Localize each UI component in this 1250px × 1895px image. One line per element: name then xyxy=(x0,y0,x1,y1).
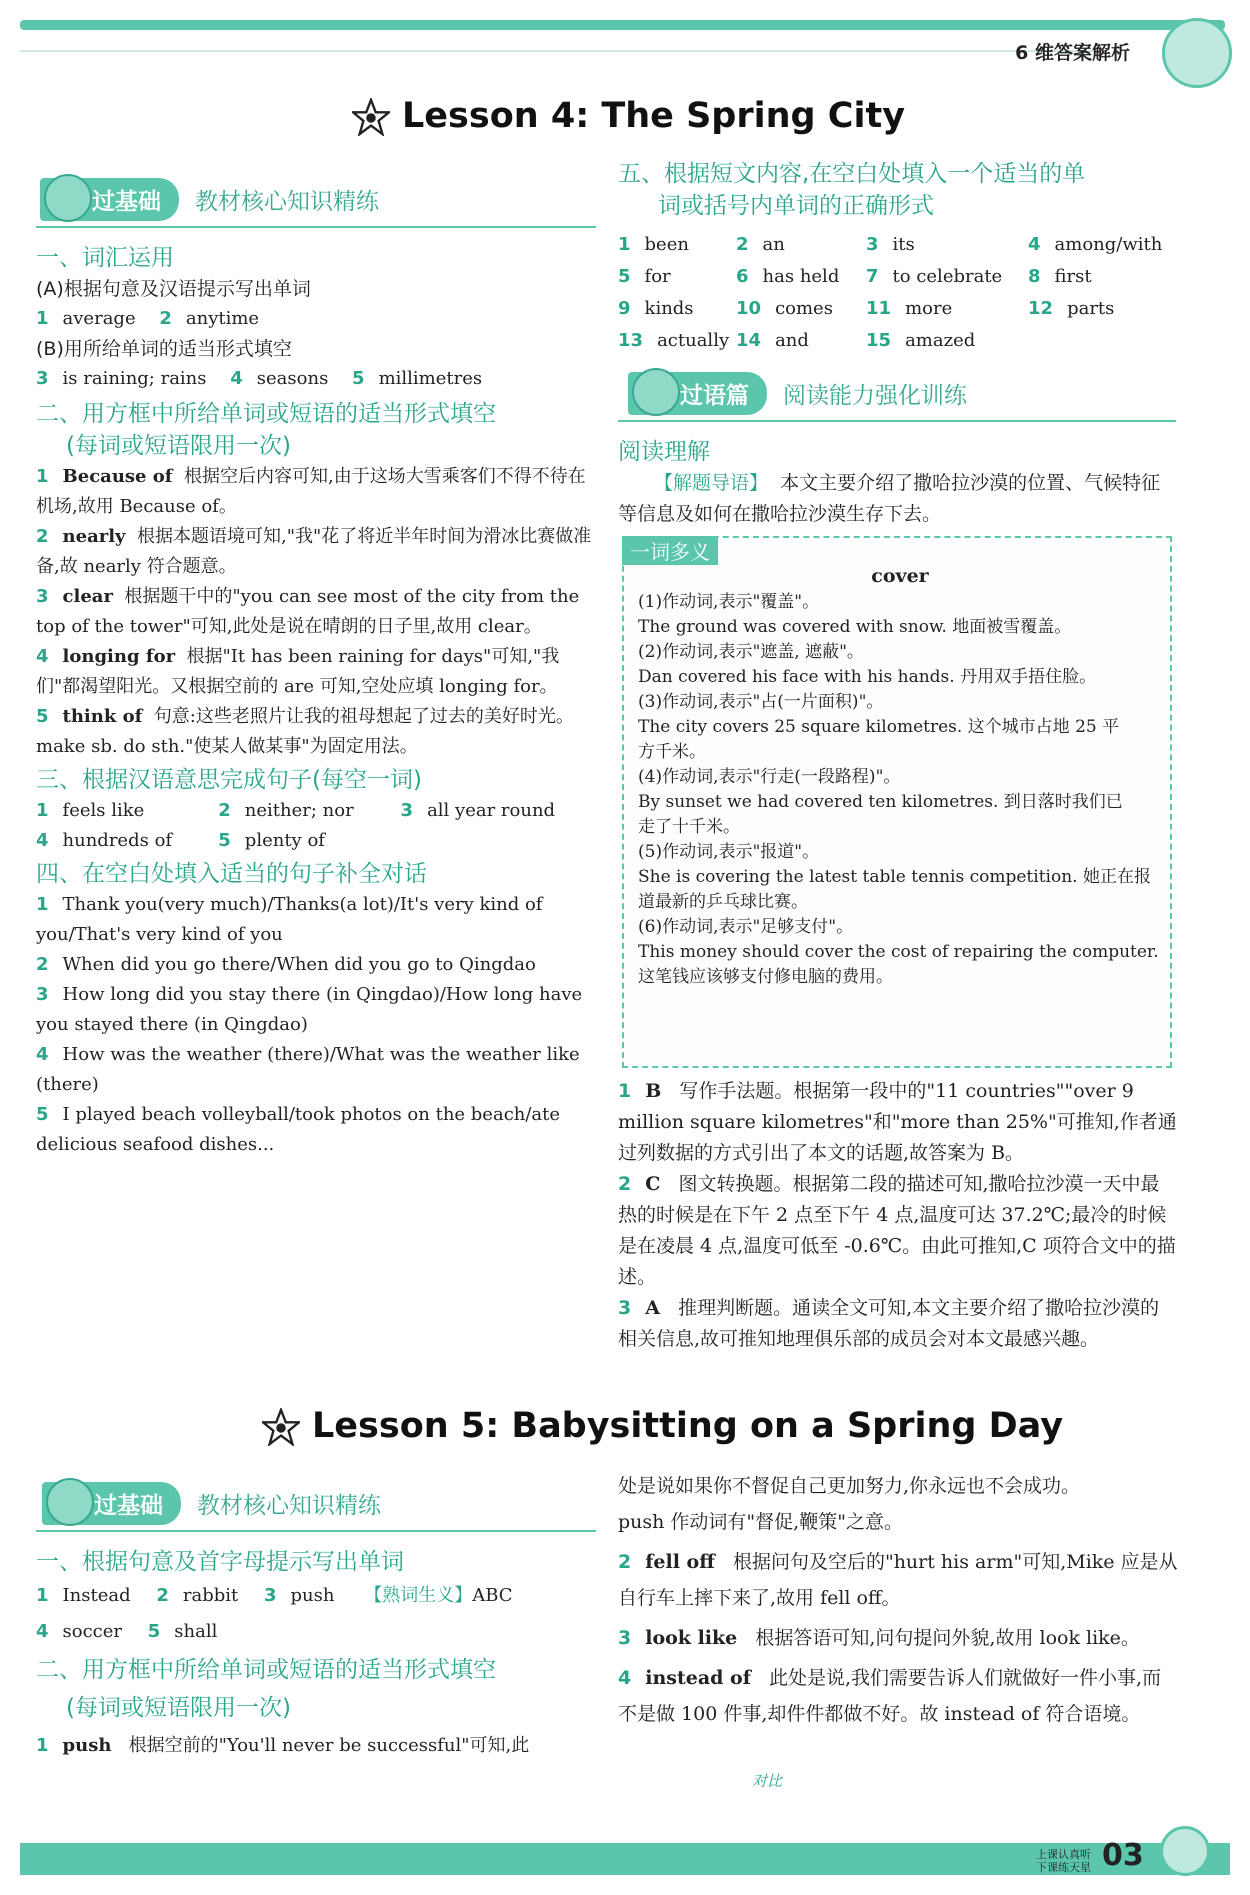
item-number: 5 xyxy=(36,706,49,727)
footer-mascot-icon xyxy=(1160,1826,1210,1876)
l5-part2-heading2: (每词或短语限用一次) xyxy=(66,1695,291,1721)
part1-b-answers xyxy=(36,364,601,394)
item-text: 根据空后内容可知,由于这场大雪乘客们不得不待在机场,故用 Because of。 xyxy=(36,466,586,517)
slogan-line: 上课认真听 xyxy=(1036,1848,1091,1861)
answer-number: 3 xyxy=(400,800,414,821)
polysemy-line: The ground was covered with snow. 地面被雪覆盖。 xyxy=(638,617,1072,637)
polysemy-line: 走了十千米。 xyxy=(638,817,740,837)
part4-item xyxy=(36,890,601,950)
item-number: 3 xyxy=(36,984,49,1005)
answer: plenty of xyxy=(244,830,325,851)
answer-number: 5 xyxy=(218,830,231,851)
item-text: I played beach volleyball/took photos on the beach/ate delicious seafood dishes... xyxy=(36,1104,561,1155)
item-text: 根据题干中的"you can see most of the city from the top of the tower"可知,此处是说在晴朗的日子里,故用 clear。 xyxy=(36,586,580,637)
header-label: 6 维答案解析 xyxy=(1015,42,1130,64)
answer-number: 1 xyxy=(618,234,631,255)
lesson5-left-column xyxy=(36,1546,601,1764)
l5-part1-heading: 一、根据句意及首字母提示写出单词 xyxy=(36,1549,404,1575)
answer-number: 3 xyxy=(264,1585,277,1606)
polysemy-line: (4)作动词,表示"行走(一段路程)"。 xyxy=(638,767,901,787)
answer-number: 5 xyxy=(147,1621,161,1642)
item-key: think of xyxy=(62,706,143,727)
answer: and xyxy=(775,330,809,351)
badge-sub-label: 教材核心知识精练 xyxy=(195,189,379,215)
part2-item xyxy=(36,702,601,762)
polysemy-line: (1)作动词,表示"覆盖"。 xyxy=(638,592,820,612)
item-key: instead of xyxy=(645,1667,751,1689)
answer: among/with xyxy=(1054,234,1163,255)
polysemy-line: 方千米。 xyxy=(638,742,706,762)
lesson4-title-row xyxy=(352,96,905,136)
part2-item xyxy=(36,462,601,522)
section-divider xyxy=(36,1530,596,1532)
item-key: B xyxy=(645,1080,662,1102)
lesson5-title: Lesson 5: Babysitting on a Spring Day xyxy=(312,1406,1064,1446)
item-text: Thank you(very much)/Thanks(a lot)/It's very kind of you/That's very kind of you xyxy=(36,894,543,945)
answer: an xyxy=(762,234,785,255)
polysemy-line: (2)作动词,表示"遮盖, 遮蔽"。 xyxy=(638,642,864,662)
answer: parts xyxy=(1067,298,1115,319)
answer-number: 11 xyxy=(866,298,892,319)
l5-item1-continued-2: push 作动词有"督促,鞭策"之意。 xyxy=(618,1511,903,1533)
item-text: How was the weather (there)/What was the weather like (there) xyxy=(36,1044,580,1095)
badge-mascot-icon xyxy=(44,174,92,222)
answer: rabbit xyxy=(182,1585,239,1606)
answer: more xyxy=(905,298,953,319)
item-key: fell off xyxy=(645,1551,715,1573)
polysemy-line: The city covers 25 square kilometres. 这个城市占地 25 平 xyxy=(638,717,1120,737)
item-number: 3 xyxy=(36,586,49,607)
item-text: 根据本题语境可知,"我"花了将近半年时间为滑冰比赛做准备,故 nearly 符合题意。 xyxy=(36,526,592,577)
answer-number: 2 xyxy=(218,800,231,821)
part5-answers-grid xyxy=(618,230,1178,360)
item-key: nearly xyxy=(62,526,126,547)
answer: has held xyxy=(762,266,840,287)
polysemy-line: (6)作动词,表示"足够支付"。 xyxy=(638,917,854,937)
lesson5-section-badge xyxy=(42,1482,381,1522)
l5-part2-item1 xyxy=(36,1728,601,1764)
item-key: push xyxy=(62,1735,112,1756)
l5-part1-row1 xyxy=(36,1578,601,1614)
page-number: 03 xyxy=(1102,1838,1144,1873)
item-number: 3 xyxy=(618,1297,632,1319)
part1-sub-a: (A)根据句意及汉语提示写出单词 xyxy=(36,278,311,300)
l5-part2-item xyxy=(618,1660,1178,1732)
l5-part2-item xyxy=(618,1544,1178,1616)
badge-main-label: 过基础 xyxy=(40,178,179,221)
polysemy-box-title: 一词多义 xyxy=(622,536,718,565)
answer-number: 1 xyxy=(36,1585,49,1606)
part5-heading2: 词或括号内单词的正确形式 xyxy=(658,193,934,219)
part4-item xyxy=(36,1100,601,1160)
reading-guide xyxy=(618,468,1178,530)
answer-number: 4 xyxy=(36,830,49,851)
l5-item1-continued-1: 处是说如果你不督促自己更加努力,你永远也不会成功。 xyxy=(618,1475,1081,1497)
note-label: 【熟词生义】 xyxy=(364,1585,473,1606)
part1-heading: 一、词汇运用 xyxy=(36,245,174,271)
guide-label: 【解题导语】 xyxy=(654,472,769,494)
answer-number: 3 xyxy=(36,368,49,389)
item-text: How long did you stay there (in Qingdao)/How long have you stayed there (in Qingdao) xyxy=(36,984,583,1035)
badge-mascot-icon xyxy=(46,1478,94,1526)
slogan-line: 下课练天星 xyxy=(1036,1861,1091,1874)
answer-number: 2 xyxy=(156,1585,169,1606)
part4-item xyxy=(36,980,601,1040)
lesson4-left-column xyxy=(36,242,601,1160)
top-border xyxy=(20,20,1225,30)
section-divider xyxy=(36,226,596,228)
l5-part2-item xyxy=(618,1620,1178,1656)
answer-number: 12 xyxy=(1028,298,1054,319)
item-key: Because of xyxy=(62,466,173,487)
answer: for xyxy=(644,266,671,287)
reading-heading: 阅读理解 xyxy=(618,439,710,465)
answer-number: 2 xyxy=(159,308,172,329)
part3-heading: 三、根据汉语意思完成句子(每空一词) xyxy=(36,767,422,793)
item-number: 4 xyxy=(618,1667,632,1689)
star-icon xyxy=(262,1408,300,1446)
polysemy-box xyxy=(622,536,1172,1068)
part2-heading: 二、用方框中所给单词或短语的适当形式填空 xyxy=(36,401,496,427)
item-text: 根据空前的"You'll never be successful"可知,此 xyxy=(128,1735,530,1756)
reading-item xyxy=(618,1293,1178,1355)
polysemy-content xyxy=(638,562,1162,990)
handwritten-note: 对比 xyxy=(752,1772,783,1790)
answer: all year round xyxy=(427,800,556,821)
polysemy-word: cover xyxy=(871,565,929,587)
answer: been xyxy=(644,234,689,255)
answer: its xyxy=(892,234,915,255)
item-text: When did you go there/When did you go to Qingdao xyxy=(62,954,536,975)
answer: amazed xyxy=(905,330,976,351)
part4-item xyxy=(36,1040,601,1100)
lesson4-section-badge xyxy=(40,178,379,218)
answer-number: 13 xyxy=(618,330,644,351)
answer: Instead xyxy=(62,1585,131,1606)
top-border-line xyxy=(20,50,1100,52)
star-icon xyxy=(352,98,390,136)
part2-heading2: (每词或短语限用一次) xyxy=(66,433,291,459)
item-number: 2 xyxy=(618,1551,632,1573)
badge-sub-label: 教材核心知识精练 xyxy=(197,1493,381,1519)
answer-number: 1 xyxy=(36,308,49,329)
answer-number: 3 xyxy=(866,234,879,255)
answer-number: 8 xyxy=(1028,266,1041,287)
reading-intro xyxy=(618,436,1178,530)
polysemy-line: This money should cover the cost of repairing the computer. xyxy=(638,942,1159,962)
part2-item xyxy=(36,582,601,642)
answer-number: 2 xyxy=(736,234,749,255)
lesson4-title: Lesson 4: The Spring City xyxy=(402,96,906,136)
part5-heading: 五、根据短文内容,在空白处填入一个适当的单 xyxy=(618,161,1086,187)
note-text: ABC xyxy=(472,1585,513,1606)
polysemy-line: (3)作动词,表示"占(一片面积)"。 xyxy=(638,692,884,712)
answer: anytime xyxy=(185,308,260,329)
answer: first xyxy=(1054,266,1092,287)
item-number: 1 xyxy=(36,894,49,915)
part3-answers-row1 xyxy=(36,796,601,826)
item-text: 根据问句及空后的"hurt his arm"可知,Mike 应是从自行车上摔下来了,故用 fell off。 xyxy=(618,1551,1178,1609)
answer-number: 6 xyxy=(736,266,749,287)
item-text: 推理判断题。通读全文可知,本文主要介绍了撒哈拉沙漠的相关信息,故可推知地理俱乐部的成员会对本文最感兴趣。 xyxy=(618,1297,1160,1350)
l5-part2-heading: 二、用方框中所给单词或短语的适当形式填空 xyxy=(36,1657,496,1683)
reading-item xyxy=(618,1169,1178,1293)
item-key: clear xyxy=(62,586,113,607)
answer-number: 14 xyxy=(736,330,762,351)
badge-main-label: 过基础 xyxy=(42,1482,181,1525)
part4-heading: 四、在空白处填入适当的句子补全对话 xyxy=(36,861,427,887)
item-key: look like xyxy=(645,1627,738,1649)
item-number: 2 xyxy=(618,1173,632,1195)
polysemy-line: Dan covered his face with his hands. 丹用双手捂住脸。 xyxy=(638,667,1097,687)
answer-number: 1 xyxy=(36,800,49,821)
answer: millimetres xyxy=(378,368,483,389)
item-number: 5 xyxy=(36,1104,49,1125)
part4-item xyxy=(36,950,601,980)
answer: seasons xyxy=(256,368,329,389)
part2-item xyxy=(36,642,601,702)
answer-number: 5 xyxy=(352,368,365,389)
answer-number: 5 xyxy=(618,266,631,287)
polysemy-lines xyxy=(638,590,1162,990)
item-number: 3 xyxy=(618,1627,632,1649)
reading-section-badge xyxy=(628,372,967,412)
badge-mascot-icon xyxy=(632,368,680,416)
answer-number: 10 xyxy=(736,298,762,319)
guide-text: 本文主要介绍了撒哈拉沙漠的位置、气候特征等信息及如何在撒哈拉沙漠生存下去。 xyxy=(618,472,1161,525)
item-number: 1 xyxy=(36,1735,49,1756)
badge-main-label: 过语篇 xyxy=(628,372,767,415)
item-text: 句意:这些老照片让我的祖母想起了过去的美好时光。make sb. do sth."使某人做某事"为固定用法。 xyxy=(36,706,574,757)
answer-number: 7 xyxy=(866,266,879,287)
item-text: 此处是说,我们需要告诉人们就做好一件小事,而不是做 100 件事,却件件都做不好。故 instead of 符合语境。 xyxy=(618,1667,1162,1725)
reading-item xyxy=(618,1076,1178,1169)
answer-number: 4 xyxy=(230,368,243,389)
mascot-icon xyxy=(1162,18,1232,88)
item-number: 1 xyxy=(618,1080,632,1102)
answer: soccer xyxy=(62,1621,123,1642)
lesson5-right-column xyxy=(618,1468,1178,1732)
l5-part1-row2 xyxy=(36,1614,601,1650)
answer: to celebrate xyxy=(892,266,1003,287)
answer: actually xyxy=(657,330,730,351)
answer: neither; nor xyxy=(244,800,354,821)
item-key: longing for xyxy=(62,646,176,667)
part1-a-answers xyxy=(36,304,601,334)
item-text: 根据答语可知,问句提问外貌,故用 look like。 xyxy=(755,1627,1140,1649)
item-number: 2 xyxy=(36,526,49,547)
section-divider xyxy=(618,420,1176,422)
polysemy-line: 道最新的乒乓球比赛。 xyxy=(638,892,808,912)
polysemy-line: (5)作动词,表示"报道"。 xyxy=(638,842,820,862)
answer: kinds xyxy=(644,298,694,319)
item-text: 根据"It has been raining for days"可知,"我们"都渴望阳光。又根据空前的 are 可知,空处应填 longing for。 xyxy=(36,646,560,697)
answer-number: 15 xyxy=(866,330,892,351)
polysemy-line: 这笔钱应该够支付修电脑的费用。 xyxy=(638,967,893,987)
polysemy-line: She is covering the latest table tennis competition. 她正在报 xyxy=(638,867,1151,887)
item-key: C xyxy=(645,1173,661,1195)
part2-item xyxy=(36,522,601,582)
answer: shall xyxy=(174,1621,218,1642)
part1-sub-b: (B)用所给单词的适当形式填空 xyxy=(36,338,292,360)
item-number: 2 xyxy=(36,954,49,975)
item-text: 图文转换题。根据第二段的描述可知,撒哈拉沙漠一天中最热的时候是在下午 2 点至下午 4 点,温度可达 37.2℃;最冷的时候是在凌晨 4 点,温度可低至 -0.6℃。由此可推知,C 项符合文中的描述。 xyxy=(618,1173,1176,1288)
item-key: A xyxy=(645,1297,660,1319)
polysemy-line: By sunset we had covered ten kilometres. 到日落时我们已 xyxy=(638,792,1123,812)
answer: feels like xyxy=(62,800,145,821)
answer: average xyxy=(62,308,136,329)
lesson5-title-row xyxy=(262,1406,1063,1446)
footer-slogan xyxy=(1036,1848,1091,1874)
answer-number: 9 xyxy=(618,298,631,319)
answer: is raining; rains xyxy=(62,368,207,389)
item-number: 4 xyxy=(36,646,49,667)
item-number: 4 xyxy=(36,1044,49,1065)
part3-answers-row2 xyxy=(36,826,601,856)
answer: hundreds of xyxy=(62,830,173,851)
item-text: 写作手法题。根据第一段中的"11 countries""over 9 million square kilometres"和"more than 25%"可推知,作者通过列数据的方式引出了本文的话题,故答案为 B。 xyxy=(618,1080,1177,1164)
answer-number: 4 xyxy=(36,1621,49,1642)
reading-answers xyxy=(618,1076,1178,1355)
lesson4-right-column xyxy=(618,158,1178,222)
badge-sub-label: 阅读能力强化训练 xyxy=(783,383,967,409)
answer-number: 4 xyxy=(1028,234,1041,255)
item-number: 1 xyxy=(36,466,49,487)
answer: push xyxy=(290,1585,335,1606)
answer: comes xyxy=(775,298,833,319)
